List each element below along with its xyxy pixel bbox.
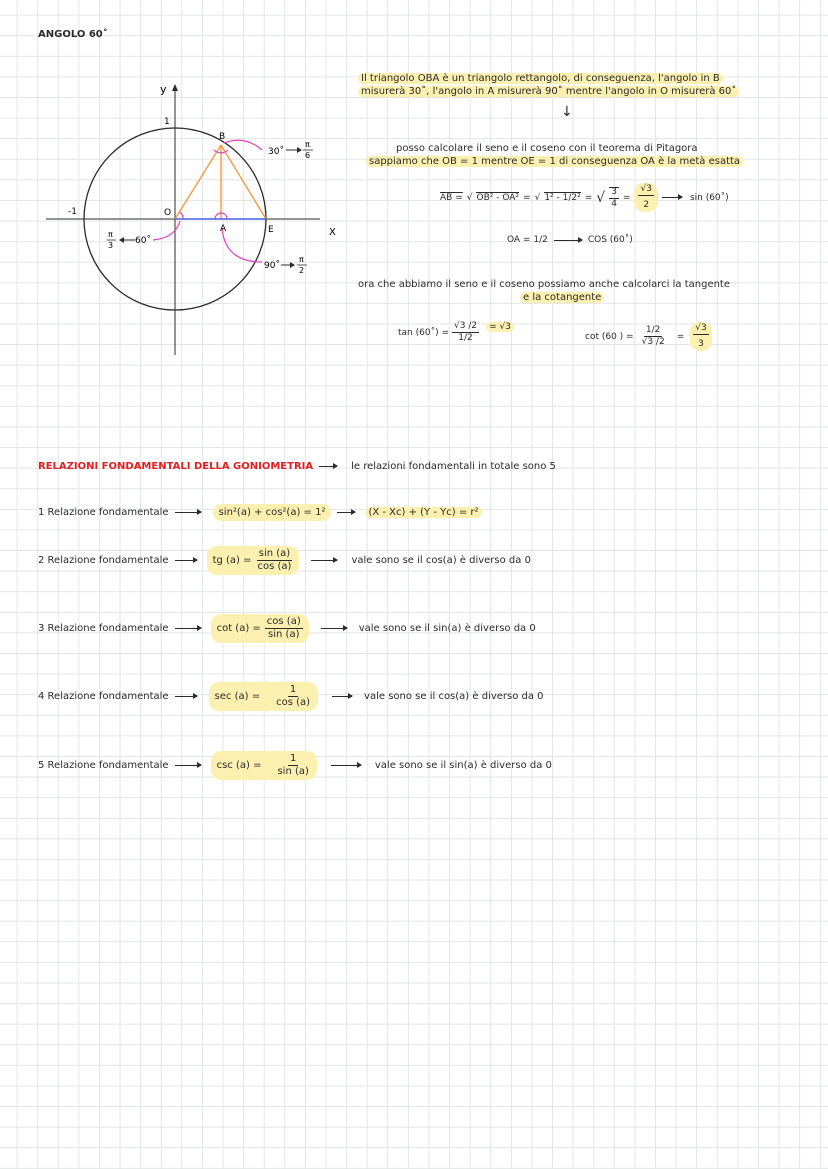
relation-3 [38, 614, 536, 642]
label-one: 1 [164, 117, 170, 127]
ab-result: $\frac{√3}{2}$ [634, 183, 657, 212]
arc-60 [153, 221, 180, 240]
relation-3-formula: cot (a) = $\frac{\cos (a)}{\sin (a)}$ [211, 614, 309, 643]
arrow-90-head-icon [290, 262, 295, 268]
label-b: B [219, 132, 226, 142]
ab-eq: = [523, 192, 531, 203]
relation-2 [38, 546, 531, 574]
relation-5-note: vale sono se il sin(a) è diverso da 0 [374, 759, 552, 771]
relation-2-label: 2 Relazione fondamentale [38, 554, 169, 566]
y-axis-label: y [160, 83, 167, 96]
tan-result: = √3 [486, 322, 514, 332]
explanation-line-1: Il triangolo OBA è un triangolo rettangolo, di conseguenza, l'angolo in B [358, 73, 723, 84]
relation-1-label: 1 Relazione fondamentale [38, 506, 169, 518]
cot-result: $\frac{√3}{3}$ [690, 322, 711, 351]
arrow-60-head-icon [119, 237, 124, 243]
cos-60-label: COS (60˚) [587, 235, 633, 245]
relation-1-extra: (X - Xc) + (Y - Yc) = r² [365, 507, 481, 518]
relation-2-note: vale sono se il cos(a) è diverso da 0 [351, 554, 531, 566]
relations-heading [38, 461, 556, 472]
x-axis-label: X [329, 227, 336, 238]
explanation-line-3: posso calcolare il seno e il coseno con il teorema di Pitagora [396, 143, 698, 154]
label-30: 30˚ [268, 147, 284, 157]
ab-root2: 1² - 1/2² [544, 193, 581, 203]
relations-subtitle: le relazioni fondamentali in totale sono 5 [351, 461, 556, 472]
down-arrow-icon: ↓ [561, 104, 573, 120]
label-pi2-den: 2 [299, 266, 305, 275]
oa-formula [507, 235, 633, 245]
relation-1-formula: sin²(a) + cos²(a) = 1² [213, 504, 332, 521]
ab-formula: AB = √ OB² - OA² = √ 1² - 1/2² = √ $\frac{3}{4}$ = $\frac{√3}{2}$ sin (60˚) [440, 184, 729, 210]
arrow-icon [175, 765, 201, 766]
sin-60-label: sin (60˚) [689, 192, 729, 203]
arrow-icon [311, 560, 337, 561]
sqrt-icon: √ [596, 189, 606, 206]
arrow-icon [175, 512, 201, 513]
arc-30 [224, 140, 262, 150]
explanation-line-4: sappiamo che OB = 1 mentre OE = 1 di conseguenza OA è la metà esatta [366, 156, 743, 167]
y-axis-arrow-icon [172, 84, 178, 91]
relation-3-label: 3 Relazione fondamentale [38, 622, 169, 634]
relation-5-formula: csc (a) = $\frac{1}{\sin (a)}$ [211, 751, 317, 780]
label-90: 90˚ [264, 261, 280, 271]
arrow-icon [321, 628, 347, 629]
arrow-icon [319, 466, 337, 467]
arrow-icon [175, 560, 197, 561]
explanation-line-6: e la cotangente [520, 292, 604, 303]
segment-ob [175, 145, 221, 219]
explanation-line-2: misurerà 30˚, l'angolo in A misurerà 90˚ mentre l'angolo in O misurerà 60˚ [358, 86, 739, 97]
relation-4-note: vale sono se il cos(a) è diverso da 0 [364, 690, 544, 702]
relations-title: RELAZIONI FONDAMENTALI DELLA GONIOMETRIA [38, 461, 314, 472]
sqrt-icon: √ [466, 192, 473, 203]
page-title: ANGOLO 60˚ [38, 29, 108, 40]
arrow-icon [175, 696, 197, 697]
arrow-icon [337, 512, 355, 513]
label-pi2-num: π [299, 255, 304, 264]
relation-5 [38, 751, 552, 779]
cot-fraction: $\frac{1/2}{√3 /2}$ [641, 325, 665, 347]
arrow-icon [332, 696, 352, 697]
ab-root1: OB² - OA² [476, 193, 520, 203]
cot-lhs: cot (60 ) = [585, 331, 634, 342]
tan-lhs: tan (60˚) = [398, 327, 449, 338]
relation-2-formula: tg (a) = $\frac{\sin (a)}{\cos (a)}$ [207, 546, 300, 575]
arrow-30-head-icon [297, 147, 302, 153]
oa-text: OA = 1/2 [507, 235, 548, 245]
label-e: E [268, 225, 274, 235]
label-pi3-den: 3 [108, 241, 114, 250]
label-pi6-num: π [305, 140, 310, 149]
ab-fraction: $\frac{3}{4}$ [611, 186, 617, 209]
tan-fraction: $\frac{√3 /2}{1/2}$ [454, 321, 478, 343]
label-a: A [220, 224, 227, 234]
arrow-icon [331, 765, 361, 766]
tan-formula [398, 322, 514, 343]
sqrt-icon: √ [534, 192, 541, 203]
arc-90 [222, 228, 262, 262]
angle-o-arc [180, 212, 183, 219]
relation-3-note: vale sono se il sin(a) è diverso da 0 [358, 622, 536, 634]
label-o: O [164, 208, 172, 218]
ab-lhs: AB = [440, 192, 463, 203]
segment-be [221, 145, 266, 219]
relation-5-label: 5 Relazione fondamentale [38, 759, 169, 771]
relation-4-formula: sec (a) = $\frac{1}{\cos (a)}$ [209, 682, 318, 711]
relation-4-label: 4 Relazione fondamentale [38, 690, 169, 702]
relation-1 [38, 498, 482, 526]
label-minus-one: -1 [68, 207, 77, 217]
relation-4 [38, 682, 544, 710]
arrow-icon [554, 240, 582, 241]
arrow-icon [662, 197, 682, 198]
cot-formula: cot (60 ) = $\frac{1/2}{√3 /2}$ = $\frac{√3}{3}$ [585, 322, 712, 351]
explanation-line-5: ora che abbiamo il seno e il coseno possiamo anche calcolarci la tangente [358, 279, 731, 290]
label-pi3-num: π [108, 230, 113, 239]
label-60: 60˚ [135, 236, 151, 246]
label-pi6-den: 6 [305, 151, 311, 160]
arrow-icon [175, 628, 201, 629]
